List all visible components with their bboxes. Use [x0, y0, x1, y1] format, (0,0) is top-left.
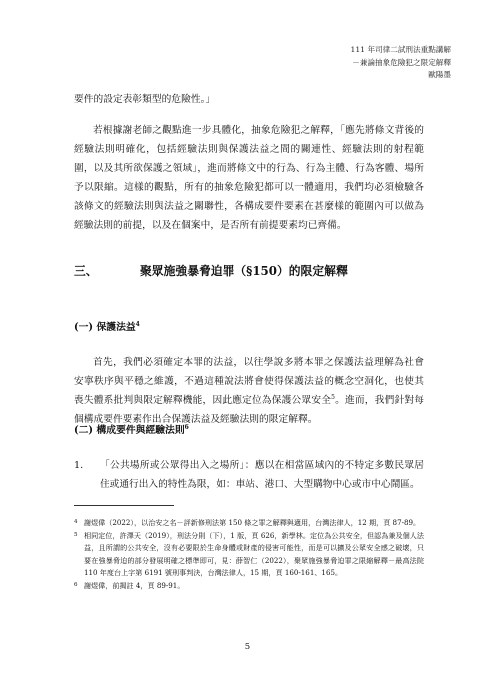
footnote-text: 相同定位，許澤天（2019），刑法分則（下），1 版，頁 626，新學林。定位為公共安全，但認為兼及個人法益，且所謂的公共安全，沒有必要限於生命身體或財產的侵害可能性，而是可以擴及公眾安全感之破壞，只要在強暴脅迫的部分發展明確之標準即可，見：薛智仁（2022），聚眾施強暴脅迫罪之限縮解釋－最高法院 110 年度台上字第 6191 號刑事判決，台灣法律人，15 期，頁 160-161、165。 — [84, 530, 424, 578]
footnote-text: 謝煜偉（2022），以治安之名－評新修刑法第 150 條之罪之解釋與適用，台灣法律人，12 期，頁 87-89。 — [84, 518, 421, 527]
section-number: 三、 — [74, 264, 98, 278]
header-author: 歐陽墨 — [428, 70, 451, 80]
subsection-title: (二) 構成要件與經驗法則 — [74, 425, 185, 436]
footnotes — [74, 517, 424, 593]
footnote-4 — [74, 517, 424, 530]
section-title: 聚眾施強暴脅迫罪（§150）的限定解釋 — [140, 264, 348, 278]
footnote-number: 5 — [74, 531, 78, 538]
paragraph-legal-interest — [74, 353, 424, 429]
footnote-text: 謝煜偉，前揭註 4，頁 89-91。 — [84, 580, 185, 590]
page-number: 5 — [244, 642, 251, 652]
footnote-number: 6 — [74, 581, 78, 588]
header-subtitle: －兼論抽象危險犯之限定解釋 — [352, 57, 451, 67]
paragraph-continued: 要件的設定表彰類型的危險性。」 — [74, 94, 216, 105]
footnote-divider — [74, 505, 174, 506]
footnote-6 — [74, 580, 424, 593]
footnote-ref[interactable]: 6 — [184, 424, 189, 431]
running-header — [191, 44, 451, 82]
footnote-5 — [74, 530, 424, 580]
list-item — [74, 456, 424, 494]
footnote-ref[interactable]: 4 — [135, 321, 140, 328]
list-item-text: 「公共場所或公眾得出入之場所」：應以在相當區域內的不特定多數民眾居住或通行出入的特性為限，如：車站、港口、大型購物中心或市中心鬧區。 — [100, 460, 424, 490]
subsection-heading-legal-interest — [74, 321, 414, 335]
header-title: 111 年司律二試刑法重點講解 — [350, 45, 451, 54]
paragraph-legal-interest-text-end: 。進而，我們針對每個構成要件要素作出合保護法益及經驗法則的限定解釋。 — [74, 395, 424, 425]
section-heading — [74, 263, 434, 279]
footnote-ref[interactable]: 5 — [331, 394, 335, 401]
subsection-title: (一) 保護法益 — [74, 322, 136, 333]
footnote-number: 4 — [74, 519, 78, 525]
paragraph-xie-viewpoint: 若根據謝老師之觀點進一步具體化，抽象危險犯之解釋，「應先將條文背後的經驗法則明確化，包括經驗法則與保護法益之間的關連性、經驗法則的射程範圍，以及其所欲保護之領域」，進而將條文中的行為、行為主體、行為客體、場所予以限縮。這樣的觀點，所有的抽象危險犯都可以一體適用，我們均必須檢驗各該條文的經驗法則與法益之關聯性，各構成要件要素在甚麼樣的範圍內可以做為經驗法則的前提，以及在個案中，是否所有前提要素均已齊備。 — [74, 125, 424, 231]
list-item-number: 1. — [74, 460, 84, 471]
paragraph-legal-interest-text: 首先，我們必須確定本罪的法益，以往學說多將本罪之保護法益理解為社會安寧秩序與平穩之維護，不過這種說法將會使得保護法益的概念空洞化，也使其喪失體系批判與限定解釋機能，因此應定位為保護公眾安全 — [74, 357, 424, 406]
subsection-heading-elements — [74, 424, 414, 438]
